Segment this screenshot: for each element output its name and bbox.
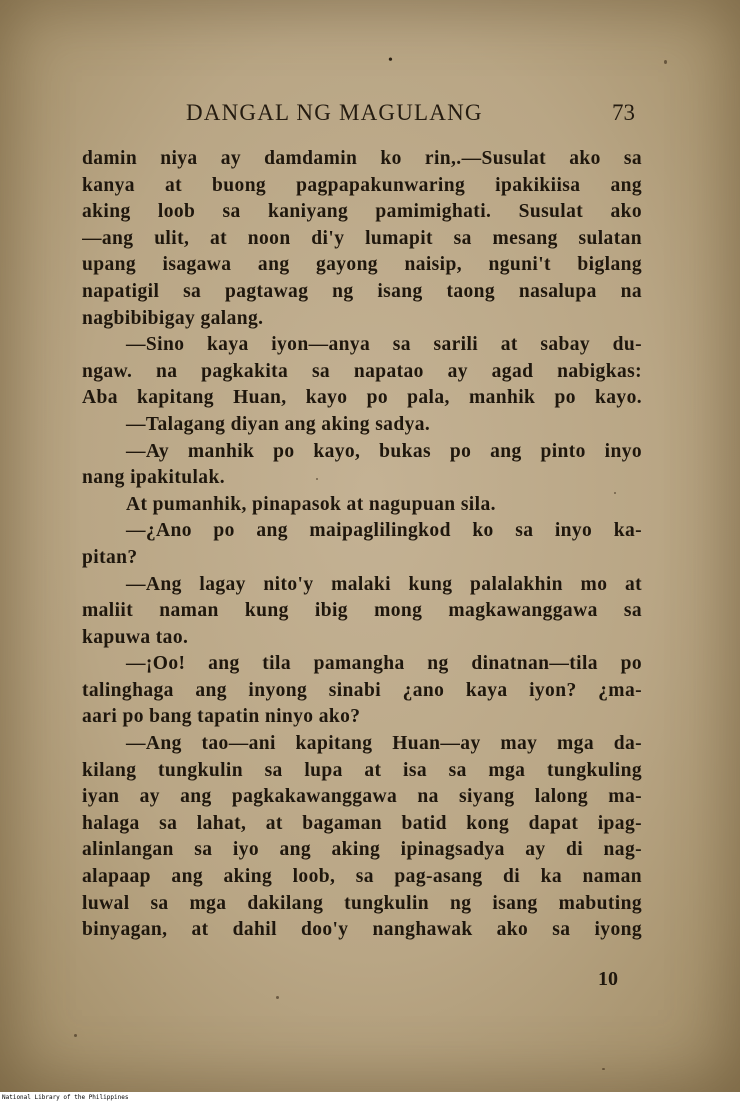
text-line: At pumanhik, pinapasok at nagupuan sila. (126, 493, 496, 515)
body-text (82, 146, 642, 944)
page-header (0, 100, 740, 130)
text-line: —Ang tao—ani kapitang Huan—ay may mga da- (126, 733, 642, 755)
paper-speck (276, 996, 279, 999)
top-ornament-dot: • (388, 53, 393, 68)
text-line: pitan? (82, 546, 138, 568)
text-line: kapuwa tao. (82, 626, 189, 648)
signature-mark: 10 (598, 968, 618, 990)
text-line: luwal sa mga dakilang tungkulin ng isang mabuting (82, 892, 642, 914)
paper-speck (602, 1068, 605, 1070)
text-line: kilang tungkulin sa lupa at isa sa mga tungkuling (82, 759, 642, 781)
text-line: aking loob sa kaniyang pamimighati. Susulat ako (82, 201, 642, 223)
text-line: Aba kapitang Huan, kayo po pala, manhik po kayo. (82, 387, 642, 409)
text-line: talinghaga ang inyong sinabi ¿ano kaya iyon? ¿ma- (82, 679, 642, 701)
text-line: nagbibibigay galang. (82, 307, 264, 329)
text-line: alapaap ang aking loob, sa pag-asang di ka naman (82, 866, 642, 888)
paper-speck (614, 492, 616, 494)
text-line: —Ay manhik po kayo, bukas po ang pinto inyo (126, 440, 642, 462)
text-line: alinlangan sa iyo ang aking ipinagsadya ay di nag- (82, 839, 642, 861)
text-line: —¿Ano po ang maipaglilingkod ko sa inyo ka- (126, 520, 642, 542)
text-line: halaga sa lahat, at bagaman batid kong dapat ipag- (82, 812, 642, 834)
paper-speck (664, 60, 667, 64)
text-line: iyan ay ang pagkakawanggawa na siyang lalong ma- (82, 786, 642, 808)
text-line: —Sino kaya iyon—anya sa sarili at sabay du- (126, 334, 642, 356)
text-line: maliit naman kung ibig mong magkawanggawa sa (82, 600, 642, 622)
footer-credit: National Library of the Philippines (2, 1094, 129, 1101)
text-line: kanya at buong pagpapakunwaring ipakikiisa ang (82, 174, 642, 196)
text-line: binyagan, at dahil doo'y nanghawak ako sa iyong (82, 919, 642, 941)
text-line: upang isagawa ang gayong naisip, nguni't biglang (82, 254, 642, 276)
text-line: damin niya ay damdamin ko rin,.—Susulat ako sa (82, 148, 642, 169)
text-line: ngaw. na pagkakita sa napatao ay agad nabigkas: (82, 360, 642, 382)
text-line: napatigil sa pagtawag ng isang taong nasalupa na (82, 280, 642, 302)
paper-speck (316, 478, 318, 480)
page-number: 73 (612, 100, 635, 125)
text-line: aari po bang tapatin ninyo ako? (82, 706, 361, 728)
text-line: —Ang lagay nito'y malaki kung palalakhin mo at (126, 573, 642, 595)
paper-speck (74, 1034, 77, 1037)
text-line: —ang ulit, at noon di'y lumapit sa mesang sulatan (82, 227, 642, 249)
running-title: DANGAL NG MAGULANG (186, 100, 483, 125)
text-line: nang ipakitulak. (82, 467, 225, 489)
text-line: —Talagang diyan ang aking sadya. (126, 413, 431, 435)
text-line: —¡Oo! ang tila pamangha ng dinatnan—tila po (126, 653, 642, 675)
